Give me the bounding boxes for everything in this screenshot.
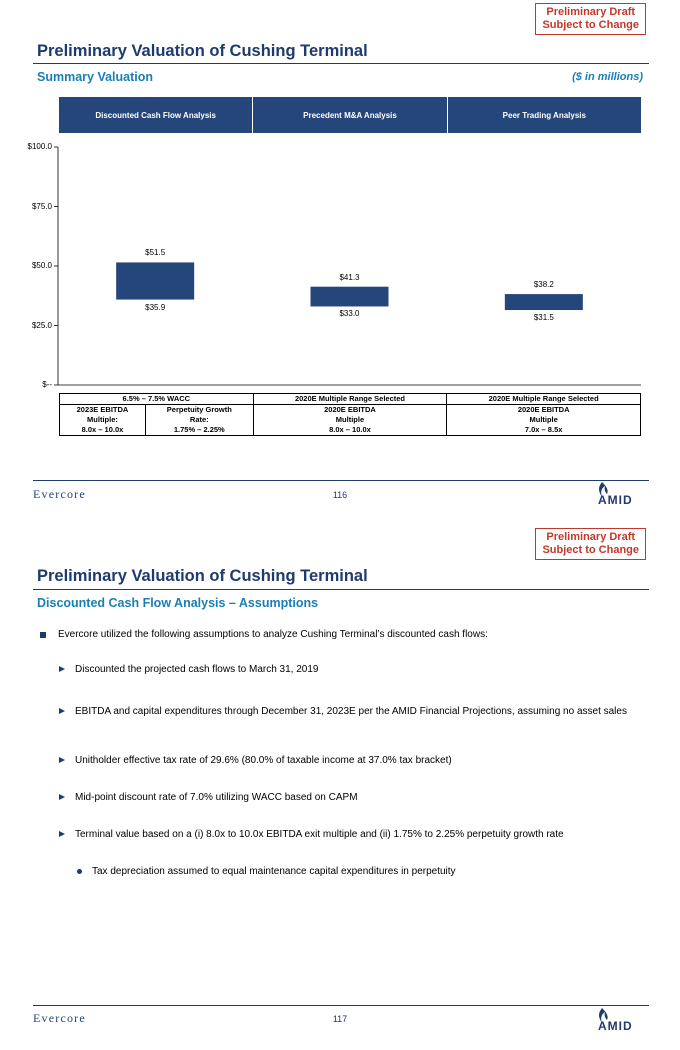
dcf-multiple-value: 8.0x – 10.0x <box>60 425 146 436</box>
valuation-range-bar <box>505 294 583 310</box>
methodology-table <box>59 393 641 436</box>
table-header-precedent: 2020E Multiple Range Selected <box>253 394 447 405</box>
y-tick-label: $25.0 <box>31 320 52 330</box>
precedent-label-2: Multiple <box>253 415 447 425</box>
page-number: 116 <box>332 490 348 500</box>
draft-stamp-2-line2: Subject to Change <box>542 544 639 556</box>
table-header-peer: 2020E Multiple Range Selected <box>447 394 641 405</box>
peer-label-2: Multiple <box>447 415 641 425</box>
peer-label-1: 2020E EBITDA <box>447 405 641 416</box>
logo-text: AMID <box>598 493 633 507</box>
section-subtitle-2: Discounted Cash Flow Analysis – Assumptions <box>37 596 319 610</box>
precedent-label-1: 2020E EBITDA <box>253 405 447 416</box>
dcf-multiple-label-1: 2023E EBITDA <box>60 405 146 416</box>
valuation-chart-svg <box>0 140 680 395</box>
section-subtitle: Summary Valuation <box>37 70 154 84</box>
bar-high-label: $41.3 <box>339 272 360 282</box>
draft-stamp-2-line1: Preliminary Draft <box>546 531 636 543</box>
units-note: ($ in millions) <box>572 71 643 83</box>
dcf-multiple-label-2: Multiple: <box>60 415 146 425</box>
analysis-header <box>59 97 641 133</box>
draft-stamp-line1: Preliminary Draft <box>546 6 636 18</box>
valuation-range-bar <box>311 287 389 307</box>
amid-logo-2 <box>594 1013 648 1035</box>
title-rule-2 <box>33 589 649 590</box>
bar-low-label: $31.5 <box>533 313 554 323</box>
draft-stamp <box>535 3 646 35</box>
page-title-2: Preliminary Valuation of Cushing Terminal <box>37 567 368 585</box>
table-header-dcf: 6.5% – 7.5% WACC <box>60 394 254 405</box>
triangle-bullet-icon <box>59 757 65 763</box>
y-tick-label: $75.0 <box>31 201 52 211</box>
y-tick-label: $-- <box>42 380 52 389</box>
assumption-text: Terminal value based on a (i) 8.0x to 10.0x EBITDA exit multiple and (ii) 1.75% to 2.25% perpetuity growth rate <box>75 829 564 840</box>
bar-low-label: $33.0 <box>339 309 360 319</box>
valuation-chart <box>0 140 680 395</box>
dcf-growth-label-2: Rate: <box>145 415 253 425</box>
assumption-text: Unitholder effective tax rate of 29.6% (80.0% of taxable income at 37.0% tax bracket) <box>75 755 452 766</box>
triangle-bullet-icon <box>59 831 65 837</box>
footer-rule-2 <box>33 1005 649 1006</box>
bar-low-label: $35.9 <box>145 302 166 312</box>
assumption-text: Discounted the projected cash flows to March 31, 2019 <box>75 664 319 675</box>
title-rule <box>33 63 649 64</box>
footer-brand: Evercore <box>33 487 86 501</box>
circle-bullet-icon <box>77 869 82 874</box>
square-bullet-icon <box>40 632 46 638</box>
bar-high-label: $38.2 <box>533 280 554 290</box>
footer-brand-2: Evercore <box>33 1011 86 1025</box>
draft-stamp-line2: Subject to Change <box>542 19 639 31</box>
triangle-bullet-icon <box>59 666 65 672</box>
header-precedent: Precedent M&A Analysis <box>253 97 447 133</box>
y-tick-label: $100.0 <box>27 142 52 151</box>
page-number-2: 117 <box>332 1014 348 1024</box>
assumption-text: Mid-point discount rate of 7.0% utilizing WACC based on CAPM <box>75 792 358 803</box>
draft-stamp-2 <box>535 528 646 560</box>
peer-value: 7.0x – 8.5x <box>447 425 641 436</box>
valuation-range-bar <box>116 262 194 299</box>
header-peer: Peer Trading Analysis <box>448 97 641 133</box>
triangle-bullet-icon <box>59 794 65 800</box>
header-dcf: Discounted Cash Flow Analysis <box>59 97 253 133</box>
intro-text: Evercore utilized the following assumptions to analyze Cushing Terminal’s discounted cash flows: <box>58 629 488 640</box>
y-tick-label: $50.0 <box>31 261 52 270</box>
logo-text-2: AMID <box>598 1019 633 1033</box>
amid-logo <box>594 487 648 509</box>
sub-bullet-text: Tax depreciation assumed to equal maintenance capital expenditures in perpetuity <box>92 866 456 877</box>
precedent-value: 8.0x – 10.0x <box>253 425 447 436</box>
dcf-growth-label-1: Perpetuity Growth <box>145 405 253 416</box>
triangle-bullet-icon <box>59 708 65 714</box>
footer-rule <box>33 480 649 481</box>
assumption-text: EBITDA and capital expenditures through December 31, 2023E per the AMID Financial Projections, assuming no asset sales <box>75 706 627 717</box>
dcf-growth-value: 1.75% – 2.25% <box>145 425 253 436</box>
page-title: Preliminary Valuation of Cushing Terminal <box>37 42 368 60</box>
bar-high-label: $51.5 <box>145 248 166 258</box>
